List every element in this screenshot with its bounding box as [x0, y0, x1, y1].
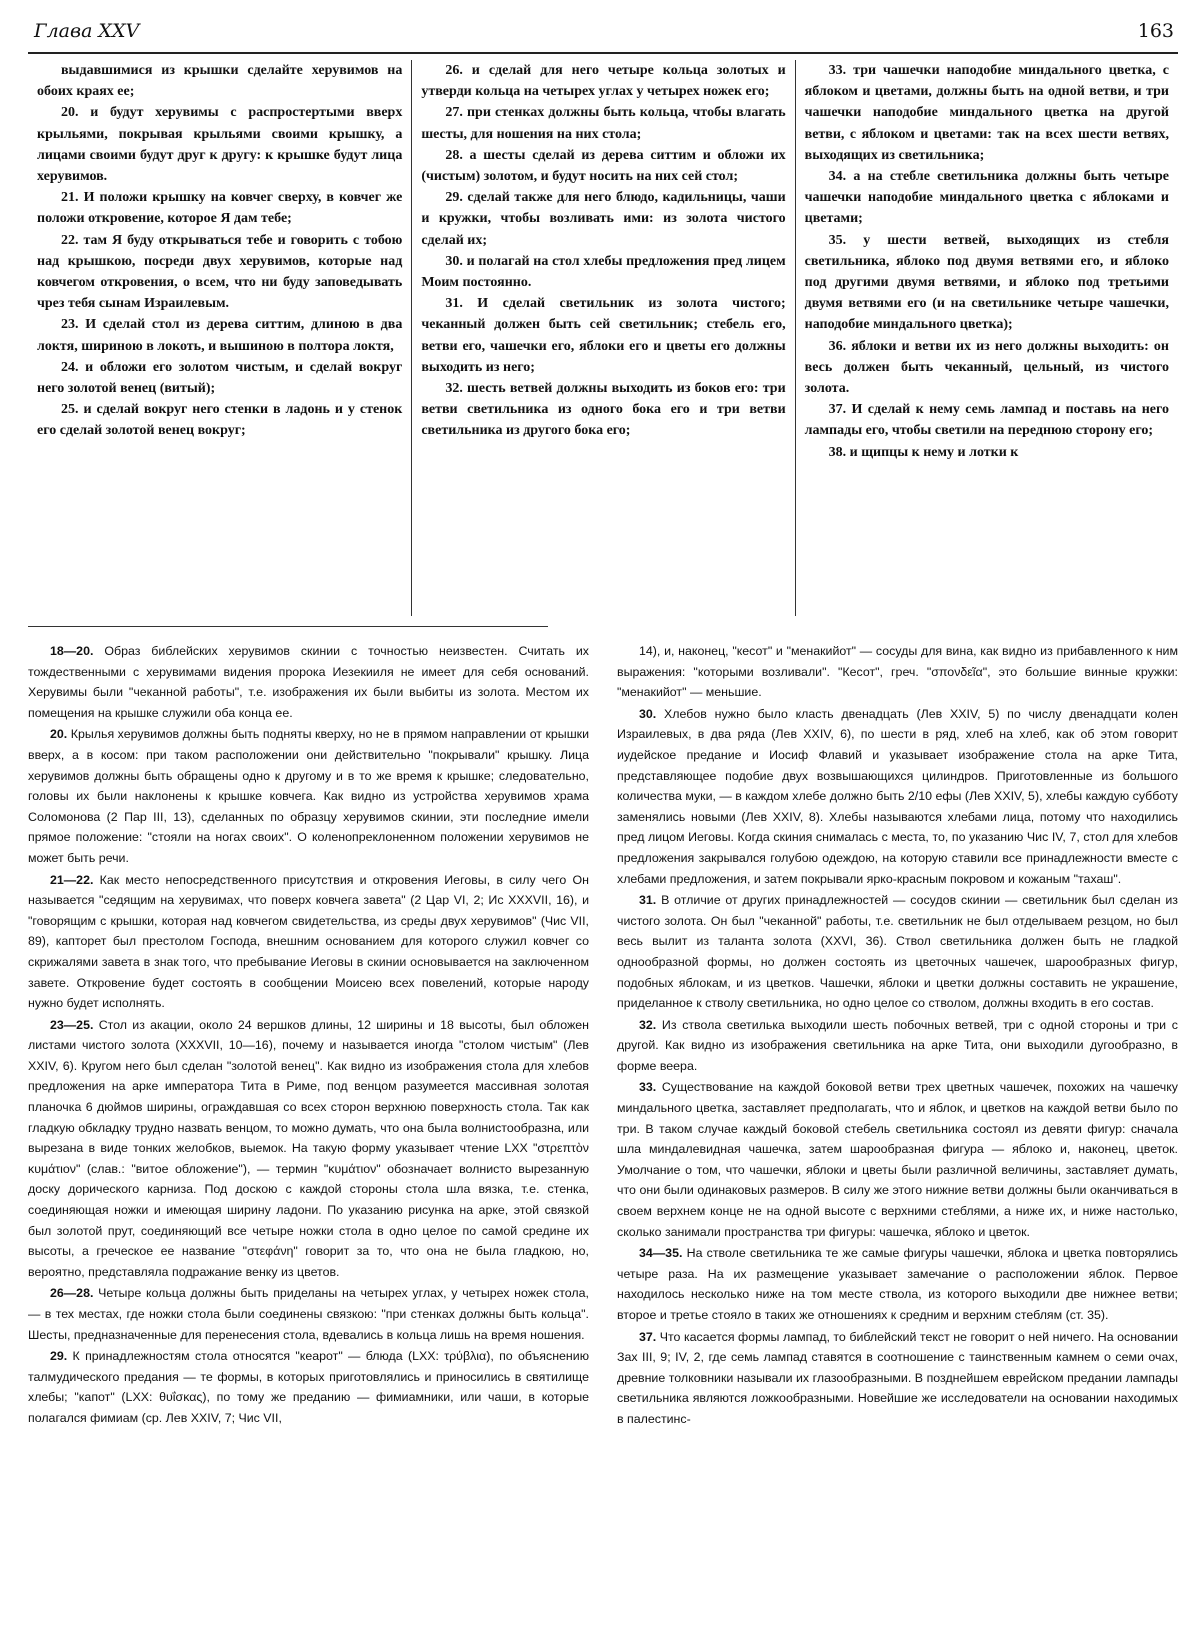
- commentary-column-left: [28, 641, 603, 1631]
- scripture-text: [28, 60, 1178, 616]
- verse-reference: 33.: [639, 1080, 657, 1095]
- commentary-text: Как место непосредственного присутствия и откровения Иеговы, в силу чего Он называется "седящим на херувимах, что поверх ковчега завета" (2 Цар VI, 2; Ис XXXVII, 16), и "говорящим с крышки, которая над ковчегом свидетельства, из среды двух херувимов" (Чис VII, 89), капторет был престолом Господа, внешним основанием для которого служил ковчег со скрижалями завета в знак того, что пребывание Иеговы в скинии основывается на заключенном завете. Откровение будет состоять в сообщении Моисею всех повелений, которые народу нужно будет исполнять.: [28, 872, 589, 1011]
- verse-reference: 29.: [50, 1349, 68, 1364]
- verse-reference: 23—25.: [50, 1017, 94, 1032]
- commentary-paragraph: [28, 724, 589, 868]
- verse-reference: 31.: [639, 893, 657, 908]
- commentary-paragraph: [28, 1015, 589, 1283]
- commentary: [28, 641, 1178, 1631]
- commentary-column-right: [603, 641, 1178, 1631]
- verse: 29. сделай также для него блюдо, кадильницы, чаши и кружки, чтобы возливать ими: из золота чистого сделай их;: [421, 190, 786, 248]
- footnote-divider: [28, 626, 548, 627]
- commentary-paragraph: [28, 641, 589, 723]
- commentary-paragraph: [28, 1283, 589, 1345]
- verse-reference: 32.: [639, 1017, 657, 1032]
- scripture-column-1: [28, 60, 411, 616]
- verse-reference: 21—22.: [50, 872, 94, 887]
- commentary-paragraph: [28, 870, 589, 1014]
- commentary-paragraph: [617, 1015, 1178, 1077]
- verse: 33. три чашечки наподобие миндального цветка, с яблоком и цветами, должны быть на одной ветви, и три чашечки наподобие миндального цветка на другой ветви, с яблоком и цветами: так на всех шести ветвях, выходящих из светильника;: [804, 63, 1169, 163]
- commentary-paragraph: [617, 641, 1178, 703]
- verse: 21. И положи крышку на ковчег сверху, в ковчег же положи откровение, которое Я дам тебе;: [37, 190, 403, 227]
- commentary-text: Стол из акации, около 24 вершков длины, 12 ширины и 18 высоты, был обложен листами чистого золота (XXXVII, 10—16), почему и называется иногда "столом чистым" (Лев XXIV, 6). Кругом него был сделан "золотой венец". Как видно из изображения стола для хлебов предложения на арке императора Тита в Риме, под венцом разумеется массивная золотая планочка 6 дюймов ширины, ограждавшая со всех сторон верхнюю поверхность стола. Так как гладкую обкладку трудно назвать венцом, то можно думать, что она была волнистообразна, или вырезана в виде тонких желобков, выемок. На такую форму указывает чтение LXX "στρεπτὸν κυμάτιον" (слав.: "витое обложение"), — термин "κυμάτιον" обозначает волнисто вырезанную доску дорического карниза. Под доскою с каждой стороны стола шла вязка, т.е. стенка, соединяющая ножки и имеющая ширину ладони. По указанию рисунка на арке, этой связкой был золотой прут, соединяющий все четыре ножки стола в одно целое по самой средине их высоты, а греческое ее название "στεφάνη" говорит за то, что она не была гладкою, но, вероятно, представляла подражание венку из цветов.: [28, 1017, 590, 1279]
- verse-reference: 30.: [639, 706, 657, 721]
- commentary-paragraph: [617, 704, 1178, 889]
- verse-reference: 37.: [639, 1329, 657, 1344]
- commentary-text: Четыре кольца должны быть приделаны на четырех углах, у четырех ножек стола, — в тех местах, где ножки стола были соединены связкою: "при стенках должны быть кольца". Шесты, предназначенные для перенесения стола, вдевались в кольца лишь на время ношения.: [28, 1286, 589, 1342]
- verse-reference: 34—35.: [639, 1246, 683, 1261]
- commentary-text: К принадлежностям стола относятся "кеарот" — блюда (LXX: τρύβλια), по объяснению талмудического предания — те формы, в которых приготовлялись и приносились в святилище хлебы; "капот" (LXX: θυΐσκας), по тому же преданию — фимиамники, или чаши, в которые полагался фимиам (ср. Лев XXIV, 7; Чис VII,: [28, 1349, 589, 1425]
- verse-reference: 18—20.: [50, 644, 94, 658]
- verse: 36. яблоки и ветви их из него должны выходить: он весь должен быть чеканный, цельный, из чистого золота.: [804, 338, 1169, 397]
- verse: 28. а шесты сделай из дерева ситтим и обложи их (чистым) золотом, и будут носить на них сей стол;: [421, 147, 786, 185]
- verse: 37. И сделай к нему семь лампад и поставь на него лампады его, чтобы светили на переднюю сторону его;: [804, 402, 1169, 439]
- commentary-text: Хлебов нужно было класть двенадцать (Лев XXIV, 5) по числу двенадцати колен Израилевых, в два ряда (Лев XXIV, 6), по шести в ряд, хлеб на хлеб, как об этом говорит иудейское предание и Иосиф Флавий и указывает изображение стола на арке Тита, представляющее подобие двух возвышающихся цилиндров. Приготовленные из большого количества муки, — в каждом хлебе должно быть 2/10 ефы (Лев XXIV, 5), хлебы каждую субботу заменялись новыми (Лев XXIV, 8). Хлебы называются хлебами лица, потому что находились пред лицом Иеговы. Когда скиния снималась с места, то, по указанию Чис IV, 7, стол для хлебов предложения закрывался голубою одеждою, на которую ставили все принадлежности вместе с хлебами предложения, и затем покрывали ярко-красным покровом и кожаным "тахаш".: [617, 706, 1178, 886]
- commentary-paragraph: [617, 1327, 1178, 1430]
- verse: 30. и полагай на стол хлебы предложения пред лицем Моим постоянно.: [421, 253, 786, 291]
- commentary-text: Образ библейских херувимов скинии с точностью неизвестен. Считать их тождественными с херувимами видения пророка Иезекииля не имеет для себя оснований. Херувимы были "чеканной работы", т.е. изображения их были выбиты из золота. Местом их помещения на крышке служили оба конца ее.: [28, 644, 589, 720]
- scripture-column-2: [411, 60, 794, 616]
- commentary-paragraph: [617, 890, 1178, 1014]
- commentary-text: 14), и, наконец, "кесот" и "менакийот" — сосуды для вина, как видно из прибавленного к ним выражения: "которыми возливали". "Кесот", греч. "σπονδεῖα", это большие винные кружки: "менакийот" — меньшие.: [617, 644, 1178, 700]
- commentary-paragraph: [617, 1077, 1178, 1242]
- verse-reference: 20.: [50, 727, 68, 742]
- running-header: [28, 14, 1178, 54]
- scripture-column-3: [795, 60, 1178, 616]
- commentary-paragraph: [617, 1243, 1178, 1325]
- verse: 38. и щипцы к нему и лотки к: [828, 444, 1019, 460]
- verse: 23. И сделай стол из дерева ситтим, длиною в два локтя, шириною в локоть, и вышиною в полтора локтя,: [37, 317, 403, 354]
- verse: 25. и сделай вокруг него стенки в ладонь и у стенок его сделай золотой венец вокруг;: [37, 402, 403, 439]
- verse: 20. и будут херувимы с распростертыми вверх крыльями, покрывая крыльями своими крышку, а лицами своими будут друг к другу: к крышке будут лица херувимов.: [37, 105, 403, 185]
- verse: 27. при стенках должны быть кольца, чтобы влагать шесты, для ношения на них стола;: [421, 105, 786, 142]
- verse: 24. и обложи его золотом чистым, и сделай вокруг него золотой венец (витый);: [37, 359, 403, 397]
- commentary-text: На стволе светильника те же самые фигуры чашечки, яблока и цветка повторялись четыре раза. На их размещение указывает замечание о расположении яблок. Первое находилось несколько ниже на том месте ствола, из которого выходили две нижнее ветви; второе и третье стояло в таких же отношениях к средним и верхним стеблям (ст. 35).: [617, 1246, 1178, 1322]
- verse: выдавшимися из крышки сделайте херувимов на обоих краях ее;: [37, 63, 403, 100]
- verse: 31. И сделай светильник из золота чистого; чеканный должен быть сей светильник; стебель его, ветви его, чашечки его, яблоки его и цветы его должны выходить из него;: [421, 296, 786, 375]
- chapter-title: Глава XXV: [34, 20, 140, 42]
- document-page: [28, 14, 1178, 1619]
- commentary-text: Из ствола светилька выходили шесть побочных ветвей, три с одной стороны и три с другой. Как видно из изображения светильника на арке Тита, они выходили дугообразно, в форме веера.: [617, 1017, 1178, 1073]
- verse: 32. шесть ветвей должны выходить из боков его: три ветви светильника из одного бока его и три ветви светильника из другого бока его;: [421, 381, 786, 439]
- commentary-paragraph: [28, 1346, 589, 1428]
- page-number: 163: [1137, 20, 1174, 42]
- commentary-text: Крылья херувимов должны быть подняты кверху, но не в прямом направлении от крышки вверх, а в косом: при таком расположении они действительно "покрывали" крышку. Лица херувимов должны быть обращены одно к другому и в то же время к крышке; следовательно, головы их были наклонены к крышке ковчега. Как видно из устройства херувимов храма Соломонова (2 Пар III, 13), сделанных по образцу херувимов скинии, эти последние имели прямое положение: "стояли на ногах своих". О коленопреклоненном положении херувимов не может быть речи.: [28, 727, 589, 865]
- verse: 22. там Я буду открываться тебе и говорить с тобою над крышкою, посреди двух херувимов, которые над ковчегом откровения, о всем, что ни буду заповедывать чрез тебя сынам Израилевым.: [37, 232, 403, 312]
- commentary-text: Существование на каждой боковой ветви трех цветных чашечек, похожих на чашечку миндального цветка, заставляет предполагать, что и яблок, и цветков на каждой ветви было по три. В таком случае каждый боковой стебель светильника состоял из девяти фигур: сначала шла миндалевидная чашечка, затем шарообразная фигура — яблоко и, наконец, цветок. Умолчание о том, что чашечки, яблоки и цветы были различной величины, заставляет думать, что они были одинаковых размеров. В силу же этого нижние ветви должны были оканчиваться в своем верхнем конце не на одной высоте с верхними стеблями, а ниже их, и ниже настолько, сколько занимали пространства три фигуры: чашечка, яблоко и цветок.: [617, 1080, 1178, 1239]
- commentary-text: В отличие от других принадлежностей — сосудов скинии — светильник был сделан из чистого золота. Он был "чеканной" работы, т.е. светильник не был отделываем резцом, но был весь вылит из таланта золота (XXVI, 36). Ствол светильника должен быть не гладкой однообразной формы, но должен состоять из цветочных чашечек, шарообразных фигур, подобных яблокам, и из цветков. Чашечки, яблоки и цветки должны составить не украшение, приделанное к стволу светильника, но одно целое со стволом, должны входить в его состав.: [617, 893, 1178, 1011]
- commentary-text: Что касается формы лампад, то библейский текст не говорит о ней ничего. На основании Зах III, 9; IV, 2, где семь лампад ставятся в соотношение с таинственным камнем о семи очах, древние толковники называли их глазообразными. В позднейшем еврейском предании лампады светильника являются ложкообразными. Новейшие же исследователи на основании находимых в палестинс-: [617, 1329, 1178, 1426]
- verse-reference: 26—28.: [50, 1286, 94, 1301]
- verse: 34. а на стебле светильника должны быть четыре чашечки наподобие миндального цветка с яблоками и цветами;: [804, 169, 1169, 227]
- verse: 26. и сделай для него четыре кольца золотых и утверди кольца на четырех углах у четырех ножек его;: [421, 63, 786, 100]
- verse: 35. у шести ветвей, выходящих из стебля светильника, яблоко под двумя ветвями его, и яблоко под другими двумя ветвями, и яблоко под третьими двумя ветвями его (и на светильнике четыре чашечки, наподобие миндального цветка);: [804, 232, 1169, 333]
